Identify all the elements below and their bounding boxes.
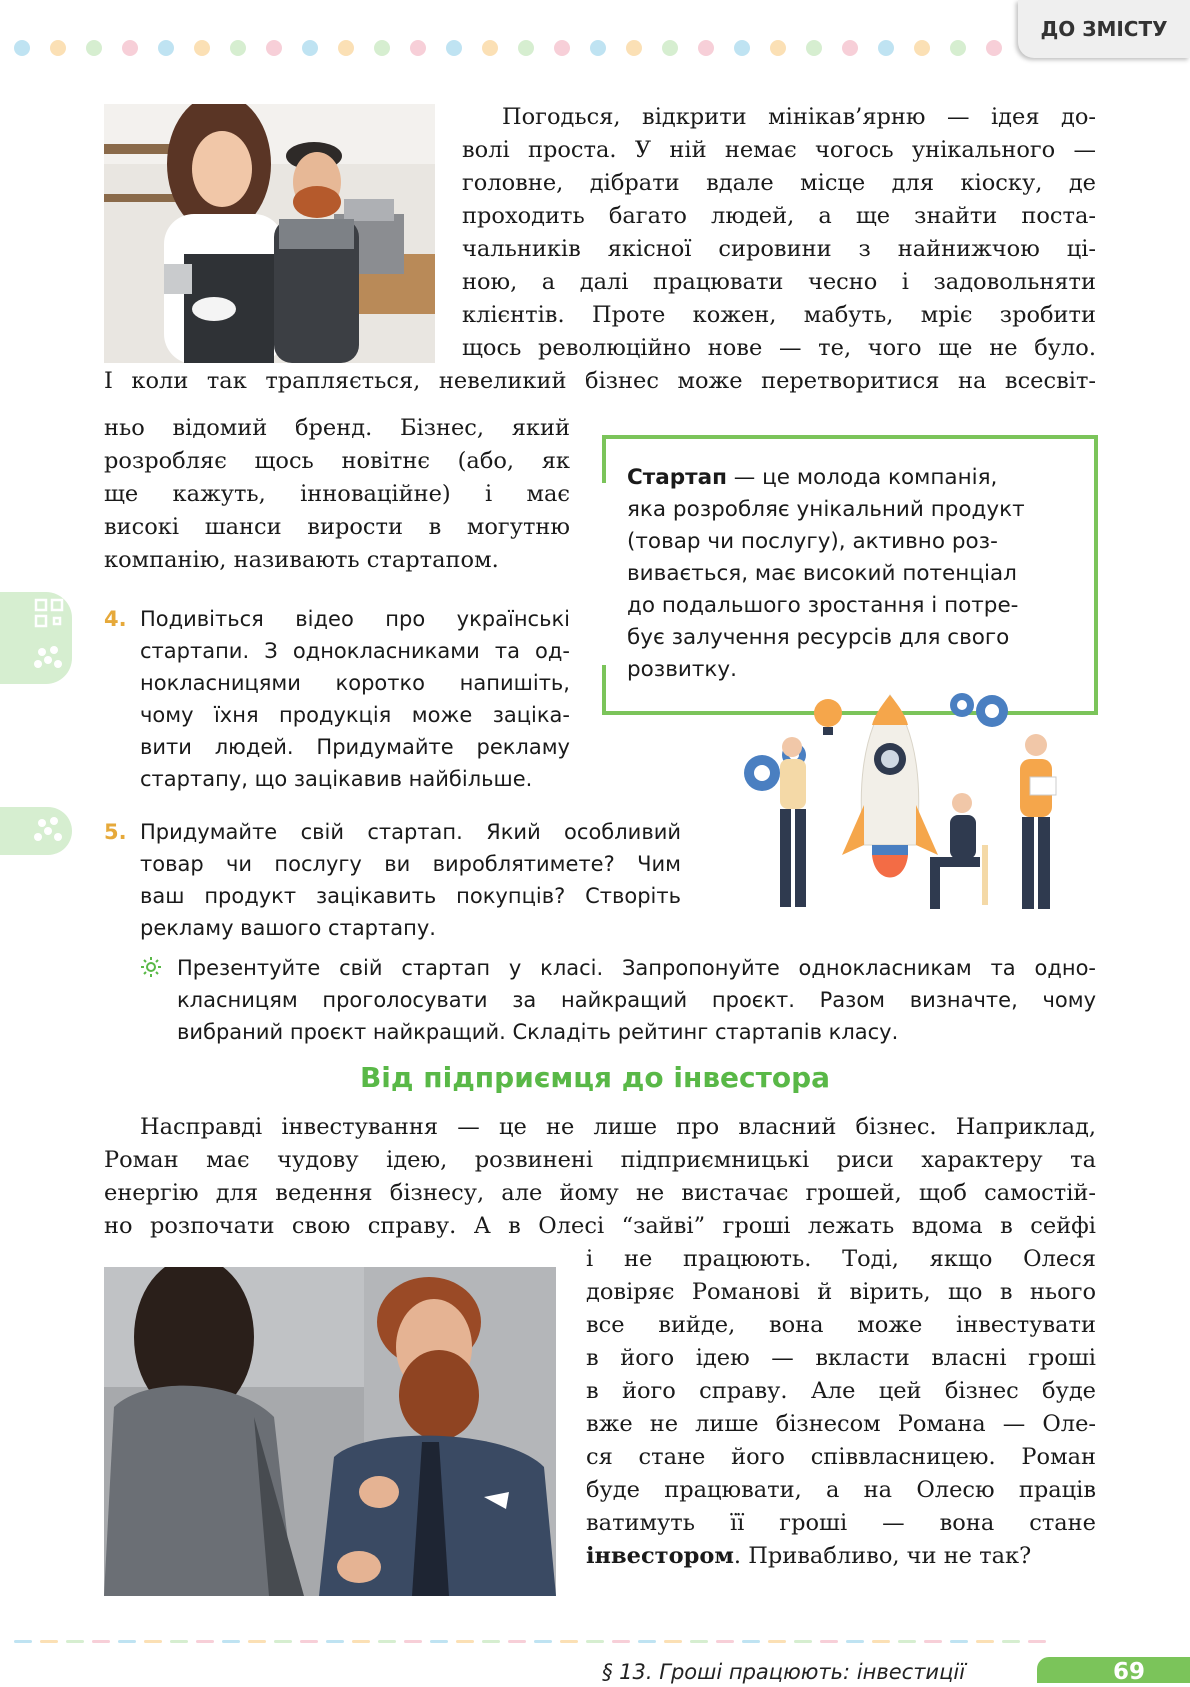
decor-dash [66,1640,84,1643]
definition-line: — це молода компанія, [726,465,998,490]
intro-line: розробляє щось новітнє (або, як [104,448,570,474]
qr-code-icon [0,592,72,684]
decor-dash [508,1640,526,1643]
task-line: Подивіться відео про українські [140,607,570,631]
decor-dot [50,40,66,56]
decor-dot [194,40,210,56]
task-text [140,603,570,795]
task-line: нокласницями коротко напишіть, [140,671,570,695]
decor-dot [842,40,858,56]
decor-dot [374,40,390,56]
decor-dash [14,1640,32,1643]
decor-dot [266,40,282,56]
definition-line: до подальшого зростання і потре- [627,593,1019,618]
definition-line: розвитку. [627,657,737,682]
decor-dot [626,40,642,56]
decor-dash [196,1640,214,1643]
section-line-rest: . Привабливо, чи не так? [733,1543,1032,1569]
section-last-line [586,1540,1096,1573]
group-work-icon [0,807,72,855]
decor-dash [846,1640,864,1643]
startup-illustration [730,685,1080,925]
decor-dash [326,1640,344,1643]
decor-dash [40,1640,58,1643]
decor-dash [378,1640,396,1643]
intro-line: волі проста. У ній немає чогось унікального — [462,137,1096,163]
task-line: рекламу вашого стартапу. [140,916,436,940]
decor-dot [806,40,822,56]
definition-line: яка розробляє унікальний продукт [627,497,1025,522]
footer-chapter-title: § 13. Гроші працюють: інвестиції [602,1660,966,1684]
definition-term: Стартап [627,465,727,490]
decor-dot [914,40,930,56]
decor-dash [612,1640,630,1643]
intro-line: ньо відомий бренд. Бізнес, який [104,415,570,441]
definition-box-corner [602,665,606,711]
decor-dash [248,1640,266,1643]
decor-dash [352,1640,370,1643]
decor-dash [976,1640,994,1643]
decor-dash [586,1640,604,1643]
section-line: ся стане його співвласницею. Роман [586,1444,1096,1470]
intro-line: ще кажуть, інноваційне) і має [104,481,570,507]
decor-dot [302,40,318,56]
section-paragraph-narrow [586,1243,1096,1573]
decor-dash [430,1640,448,1643]
intro-line: компанію, називають стартапом. [104,547,499,573]
decor-dash [742,1640,760,1643]
decor-dash [92,1640,110,1643]
task-text [140,816,681,944]
decor-dot [590,40,606,56]
section-line: в його справу. Але цей бізнес буде [586,1378,1096,1404]
definition-line: бує залучення ресурсів для свого [627,625,1010,650]
top-dot-border [14,40,1014,58]
definition-line: (товар чи послугу), активно роз- [627,529,998,554]
task-line: Придумайте свій стартап. Який особливий [140,820,681,844]
task-line: стартапу, що зацікавив найбільше. [140,767,533,791]
decor-dash [118,1640,136,1643]
decor-dash [274,1640,292,1643]
business-meeting-photo [104,1267,556,1596]
extra-task-line: Презентуйте свій стартап у класі. Запропонуйте однокласникам та одно- [177,956,1096,980]
decor-dot [698,40,714,56]
contents-link[interactable]: ДО ЗМІСТУ [1018,0,1190,58]
decor-dash [872,1640,890,1643]
decor-dash [170,1640,188,1643]
section-line: вже не лише бізнесом Романа — Оле- [586,1411,1096,1437]
decor-dash [534,1640,552,1643]
task-number: 4. [104,607,127,631]
decor-dot [158,40,174,56]
extra-task-line: вибраний проєкт найкращий. Складіть рейтинг стартапів класу. [177,1020,899,1044]
decor-dash [690,1640,708,1643]
decor-dot [86,40,102,56]
intro-line: І коли так трапляється, невеликий бізнес може перетворитися на всесвіт- [104,368,1096,394]
decor-dash [560,1640,578,1643]
definition-line: вивається, має високий потенціал [627,561,1017,586]
intro-line: ною, а далі працювати чесно і задовольняти [462,269,1096,295]
decor-dot [662,40,678,56]
section-line: довіряє Романові й вірить, що в нього [586,1279,1096,1305]
section-line: ватимуть її гроші — вона стане [586,1510,1096,1536]
decor-dot [410,40,426,56]
decor-dash [144,1640,162,1643]
extra-task-text [177,952,1096,1048]
decor-dash [404,1640,422,1643]
decor-dot [518,40,534,56]
decor-dash [898,1640,916,1643]
decor-dash [794,1640,812,1643]
decor-dash [300,1640,318,1643]
task-line: ваш продукт зацікавить покупців? Створіть [140,884,681,908]
task-line: чому їхня продукція може заціка- [140,703,570,727]
section-line: Насправді інвестування — це не лише про власний бізнес. Наприклад, [140,1114,1096,1140]
decor-dot [482,40,498,56]
task-number: 5. [104,820,127,844]
decor-dot [230,40,246,56]
task-line: товар чи послугу ви вироблятимете? Чим [140,852,681,876]
intro-line: високі шанси вирости в могутню [104,514,570,540]
section-line: енергію для ведення бізнесу, але йому не вистачає грошей, щоб самостій- [104,1180,1096,1206]
intro-line: чальників якісної сировини з найнижчою ці- [462,236,1096,262]
definition-box-corner [602,435,606,483]
decor-dash [820,1640,838,1643]
decor-dash [924,1640,942,1643]
decor-dash [482,1640,500,1643]
group-work-tab[interactable] [0,807,72,855]
coffee-shop-photo [104,104,435,363]
decor-dot [878,40,894,56]
decor-dot [446,40,462,56]
decor-dot [770,40,786,56]
intro-line: проходить багато людей, а ще знайти поста- [462,203,1096,229]
section-paragraph [104,1111,1096,1243]
decor-dash [456,1640,474,1643]
investor-term: інвестором [586,1543,734,1569]
intro-continued [104,412,570,577]
decor-dash [950,1640,968,1643]
decor-dot [338,40,354,56]
decor-dot [734,40,750,56]
decor-dash [222,1640,240,1643]
intro-line: щось революційно нове — те, чого ще не було. [462,335,1096,361]
decor-dot [554,40,570,56]
definition-text [627,462,1067,686]
page-number: 69 [1037,1657,1190,1683]
section-line: все вийде, вона може інвестувати [586,1312,1096,1338]
task-line: стартапи. З однокласниками та од- [140,639,570,663]
section-line: і не працюють. Тоді, якщо Олеся [586,1246,1096,1272]
section-line: буде працювати, а на Олесю праців [586,1477,1096,1503]
intro-paragraph [462,101,1096,365]
decor-dash [768,1640,786,1643]
intro-line: клієнтів. Проте кожен, мабуть, мріє зробити [462,302,1096,328]
decor-dash [638,1640,656,1643]
section-line: Роман має чудову ідею, розвинені підприємницькі риси характеру та [104,1147,1096,1173]
decor-dot [14,40,30,56]
extra-task-line: класницям проголосувати за найкращий проєкт. Разом визначте, чому [177,988,1096,1012]
decor-dash [1002,1640,1020,1643]
intro-full-line [104,365,1096,398]
intro-line: головне, дібрати вдале місце для кіоску, де [462,170,1096,196]
task-line: вити людей. Придумайте рекламу [140,735,570,759]
section-heading: Від підприємця до інвестора [359,1061,831,1094]
section-line: в його ідею — вкласти власні гроші [586,1345,1096,1371]
qr-group-tab[interactable] [0,592,72,684]
decor-dot [986,40,1002,56]
sun-icon [140,956,162,978]
bottom-dash-border [14,1640,1034,1644]
decor-dot [122,40,138,56]
decor-dash [1028,1640,1046,1643]
section-line: но розпочати свою справу. А в Олесі “зайві” гроші лежать вдома в сейфі [104,1213,1096,1239]
decor-dot [950,40,966,56]
decor-dash [664,1640,682,1643]
intro-line: Погодься, відкрити мінікав’ярню — ідея до- [502,104,1096,130]
decor-dash [716,1640,734,1643]
